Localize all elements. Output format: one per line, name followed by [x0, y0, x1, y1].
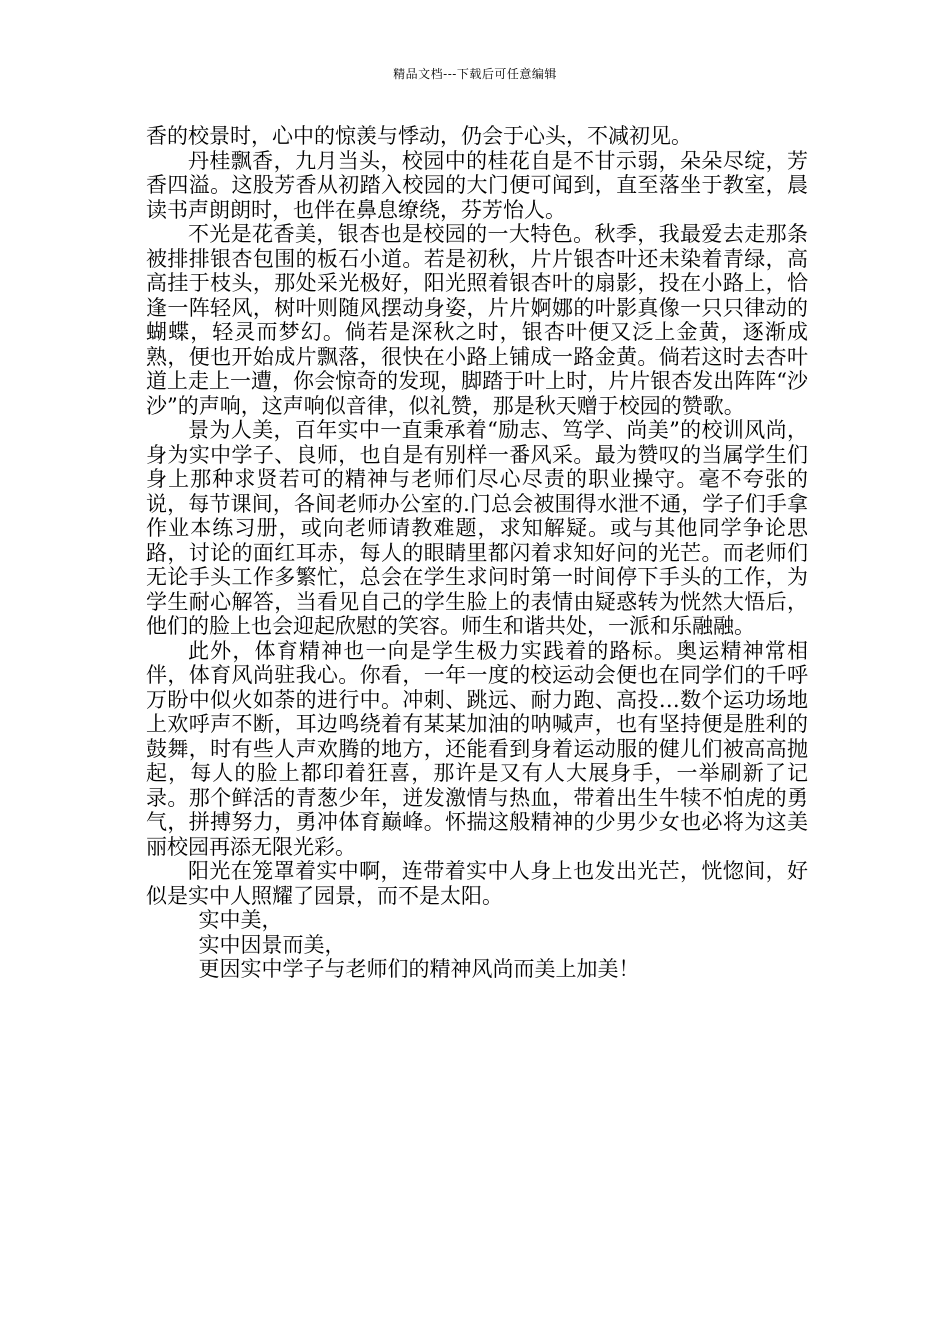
paragraph-osmanthus: 丹桂飘香，九月当头，校园中的桂花自是不甘示弱，朵朵尽绽，芳香四溢。这股芳香从初踏入校园的大门便可闻到，直至落坐于教室，晨读书声朗朗时，也伴在鼻息缭绕，芬芳怡人。 [146, 148, 808, 222]
paragraph-sunshine: 阳光在笼罩着实中啊，连带着实中人身上也发出光芒，恍惚间，好似是实中人照耀了园景，而不是太阳。 [146, 859, 808, 908]
paragraph-continuation: 香的校景时，心中的惊羡与悸动，仍会于心头，不减初见。 [146, 124, 692, 148]
paragraph-ginkgo: 不光是花香美，银杏也是校园的一大特色。秋季，我最爱去走那条被排排银杏包围的板石小道。若是初秋，片片银杏叶还未染着青绿，高高挂于枝头，那处采光极好，阳光照着银杏叶的扇影，投在小路上，恰逢一阵轻风，树叶则随风摆动身姿，片片婀娜的叶影真像一只只律动的蝴蝶，轻灵而梦幻。倘若是深秋之时，银杏叶便又泛上金黄，逐渐成熟，便也开始成片飘落，很快在小路上铺成一路金黄。倘若这时去杏叶道上走上一遭，你会惊奇的发现，脚踏于叶上时，片片银杏发出阵阵“沙沙”的声响，这声响似音律，似礼赞，那是秋天赠于校园的赞歌。 [146, 222, 808, 418]
paragraph-sports: 此外，体育精神也一向是学生极力实践着的路标。奥运精神常相伴，体育风尚驻我心。你看，一年一度的校运动会便也在同学们的千呼万盼中似火如荼的进行中。冲刺、跳远、耐力跑、高投…数个运功场地上欢呼声不断，耳边鸣绕着有某某加油的呐喊声，也有坚持便是胜利的鼓舞，时有些人声欢腾的地方，还能看到身着运动服的健儿们被高高抛起，每人的脸上都印着狂喜，那许是又有人大展身手，一举刷新了记录。那个鲜活的青葱少年，迸发激情与热血，带着出生牛犊不怕虎的勇气，拼搏努力，勇冲体育巅峰。怀揣这般精神的少男少女也必将为这美丽校园再添无限光彩。 [146, 638, 808, 859]
closing-line-1: 实中美， [198, 908, 283, 932]
closing-line-2: 实中因景而美， [198, 932, 346, 957]
closing-line-3: 更因实中学子与老师们的精神风尚而美上加美！ [198, 957, 640, 981]
essay-body [146, 124, 808, 982]
paragraph-teachers-students: 景为人美，百年实中一直秉承着“励志、笃学、尚美”的校训风尚，身为实中学子、良师，也自是有别样一番风采。最为赞叹的当属学生们身上那种求贤若可的精神与老师们尽心尽责的职业操守。毫不夸张的说，每节课间，各间老师办公室的.门总会被围得水泄不通，学子们手拿作业本练习册，或向老师请教难题，求知解疑。或与其他同学争论思路，讨论的面红耳赤，每人的眼睛里都闪着求知好问的光芒。而老师们无论手头工作多繁忙，总会在学生求问时第一时间停下手头的工作，为学生耐心解答，当看见自己的学生脸上的表情由疑惑转为恍然大悟后，他们的脸上也会迎起欣慰的笑容。师生和谐共处，一派和乐融融。 [146, 418, 808, 638]
running-header: 精品文档---下载后可任意编辑 [393, 67, 557, 81]
